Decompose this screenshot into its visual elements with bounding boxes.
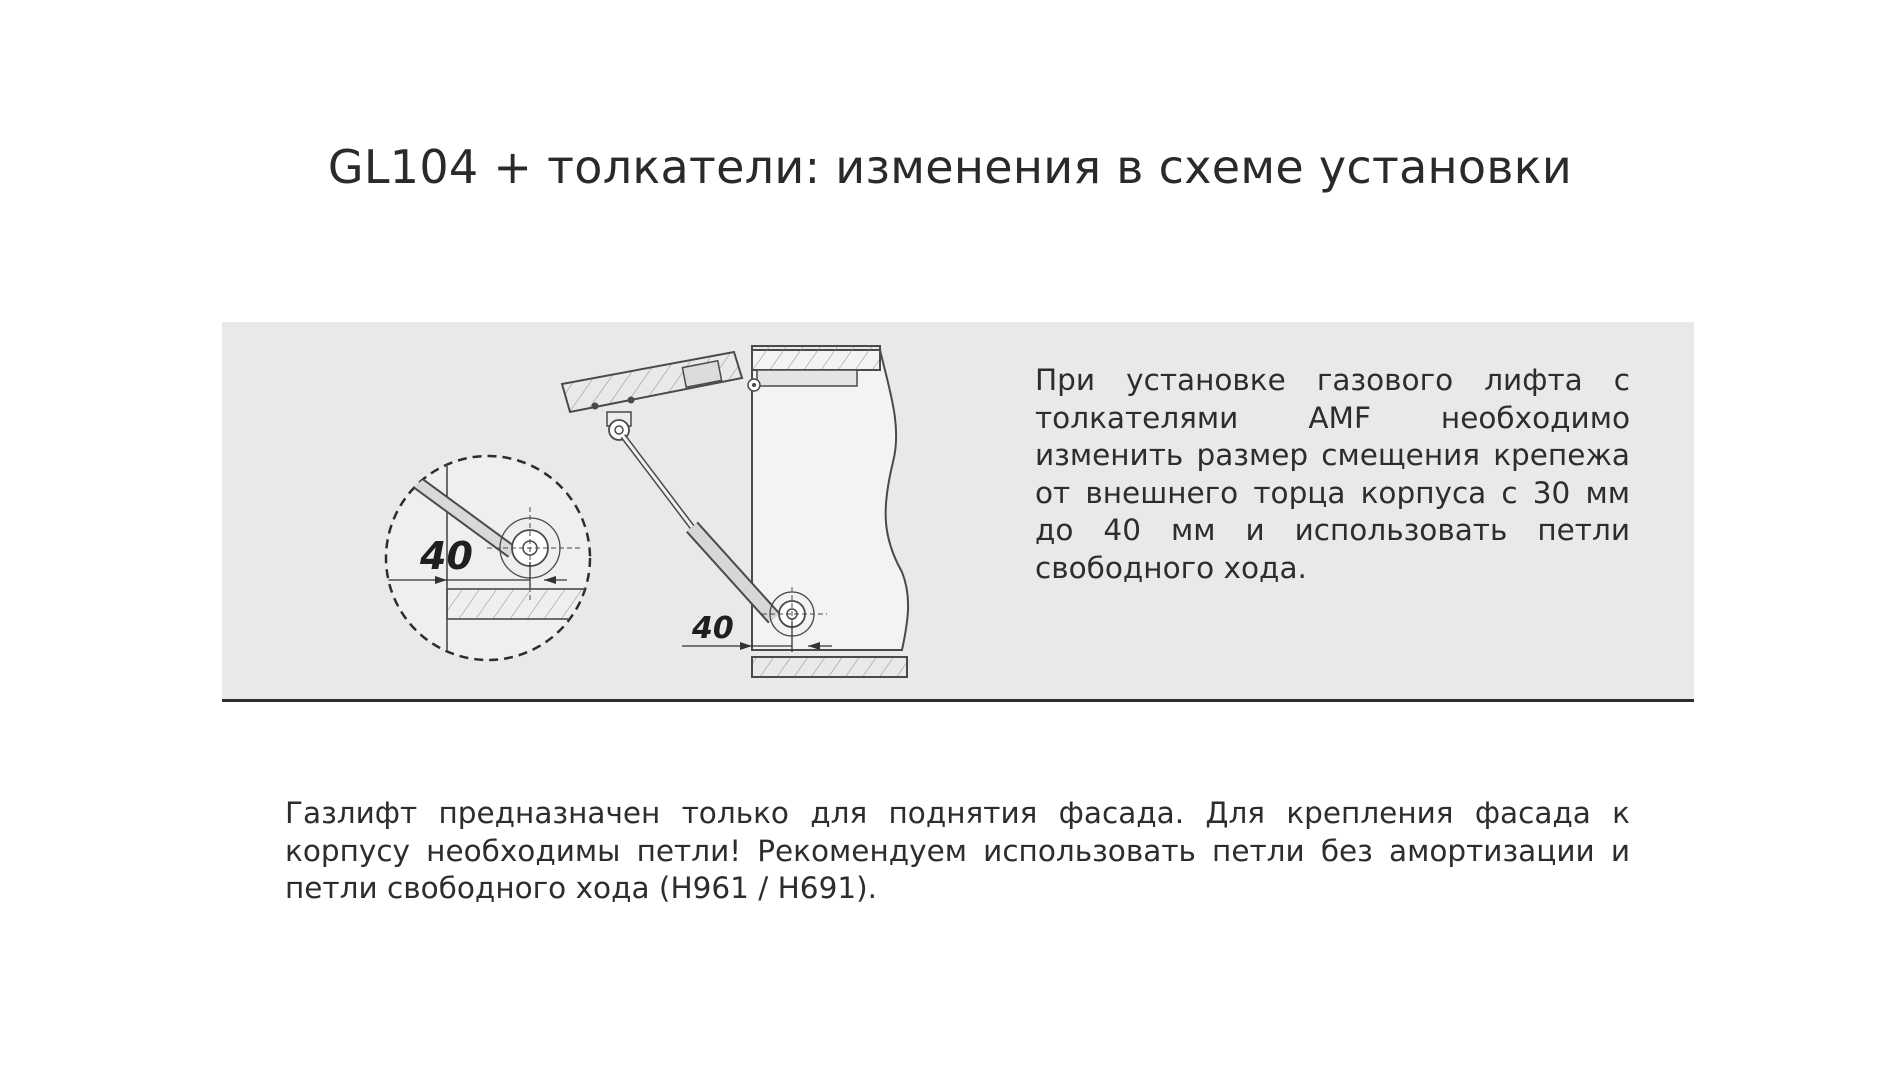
installation-diagram	[222, 322, 942, 700]
cabinet-side-wall	[752, 350, 908, 650]
detail-dimension-label: 40	[420, 534, 473, 578]
cabinet-bottom-panel	[752, 657, 907, 677]
detail-view	[362, 442, 597, 682]
cabinet-top-panel	[752, 346, 880, 370]
installation-note: Газлифт предназначен только для поднятия фасада. Для крепления фасада к корпусу необходимы петли! Рекомендуем использовать петли без амортизации и петли свободного хода (H961 / H691).	[285, 796, 1630, 905]
upper-mount	[607, 412, 631, 440]
main-dimension-label: 40	[692, 611, 734, 646]
page-title: GL104 + толкатели: изменения в схеме установки	[327, 140, 1573, 194]
panel-divider	[222, 699, 1694, 702]
panel-description: При установке газового лифта с толкателями AMF необходимо изменить размер смещения крепежа от внешнего торца корпуса с 30 мм до 40 мм и использовать петли свободного хода.	[1035, 363, 1630, 585]
facade-panel	[562, 352, 742, 412]
